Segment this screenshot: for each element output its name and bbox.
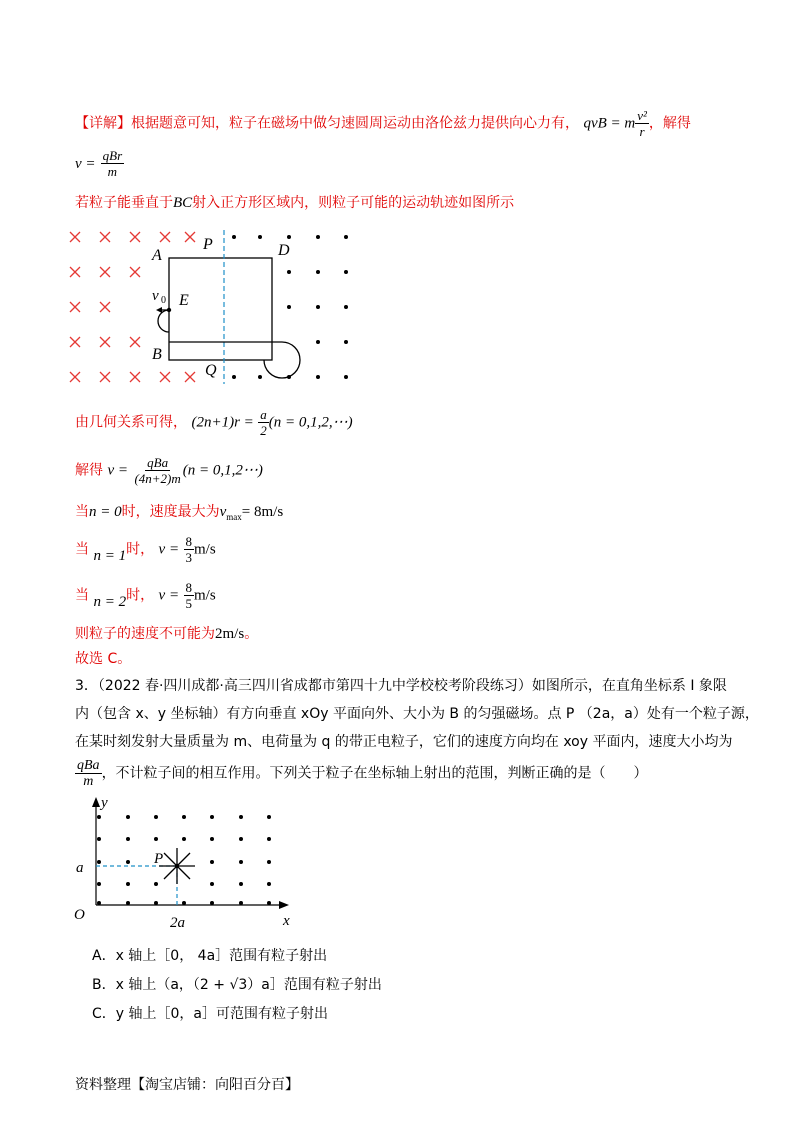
- cross-row-2: [70, 267, 140, 277]
- case2-num: 8: [185, 580, 193, 595]
- solve-pre: 解得: [75, 462, 103, 479]
- figure-coordinate-field: [70, 793, 295, 935]
- footer-text: 资料整理【淘宝店铺：向阳百分百】: [75, 1077, 299, 1093]
- case2-pre: 当: [75, 587, 89, 604]
- explain-label: 【详解】: [75, 115, 131, 132]
- conclusion-line: [75, 623, 258, 643]
- label-point-p: P: [154, 851, 164, 867]
- label-b: B: [152, 346, 162, 363]
- label-a: A: [152, 247, 162, 264]
- velocity-den: m: [107, 164, 118, 179]
- geom-pre: 由几何关系可得，: [75, 414, 187, 431]
- label-origin: O: [74, 907, 85, 923]
- label-v0: v: [152, 288, 159, 304]
- case1-pre: 当: [75, 541, 89, 558]
- q3-line1: 3．（2022 春·四川成都·高三四川省成都市第四十九中学校校考阶段练习）如图所示，在直角坐标系 I 象限: [75, 678, 727, 694]
- concl-pre: 则粒子的速度不可能为: [75, 626, 215, 642]
- case0-line: [75, 501, 283, 522]
- square-region: [169, 258, 272, 360]
- case0-mid: 时，速度最大为: [121, 504, 220, 520]
- q3-line3: 在某时刻发射大量质量为 m、电荷量为 q 的带正电粒子，它们的速度方向均在 xoy 平面内，速度大小均为: [75, 734, 733, 750]
- case1-mid: 时，: [126, 541, 155, 558]
- cross-row-1: [70, 232, 195, 242]
- para1-pre: 若粒子能垂直于: [75, 195, 173, 211]
- case1-n: n = 1: [93, 547, 127, 564]
- point-p: [175, 864, 179, 868]
- solve-lhs: v =: [107, 462, 128, 479]
- lorentz-fraction-num: v²: [637, 108, 647, 123]
- case1-num: 8: [185, 534, 193, 549]
- velocity-lhs: v =: [75, 156, 96, 172]
- figure-square-field: [60, 222, 360, 394]
- case1-lhs: v =: [158, 541, 180, 558]
- case1-unit: m/s: [194, 541, 216, 558]
- label-q: Q: [205, 362, 217, 379]
- q3-line2: 内（包含 x、y 坐标轴）有方向垂直 xOy 平面向外、大小为 B 的匀强磁场。点 P （2a，a）处有一个粒子源，: [75, 706, 759, 722]
- q3-line4: [75, 758, 648, 789]
- para1-bc: BC: [173, 195, 193, 211]
- left-trajectory: [158, 310, 169, 332]
- q3-fraction: [75, 758, 102, 789]
- concl-post: 。: [244, 626, 259, 642]
- geom-line: [75, 407, 353, 438]
- case0-pre: 当: [75, 504, 89, 520]
- case2-line: [75, 580, 216, 611]
- option-a: A．x 轴上［0， 4a］范围有粒子射出: [92, 948, 328, 964]
- v0-arrowhead: [156, 307, 162, 313]
- label-a-tick: a: [76, 860, 84, 876]
- cross-row-5: [70, 372, 195, 382]
- solve-cond: (n = 0,1,2⋯): [182, 462, 263, 479]
- explain-suffix: ，解得: [648, 115, 691, 132]
- label-v0-sub: 0: [161, 295, 166, 306]
- y-axis-arrow: [92, 797, 100, 807]
- label-d: D: [278, 242, 290, 259]
- label-2a-tick: 2a: [170, 915, 185, 931]
- case0-vmax-sub: max: [226, 511, 242, 522]
- point-e: [167, 308, 171, 312]
- option-c: C．y 轴上［0，a］可范围有粒子射出: [92, 1006, 328, 1022]
- dot-field: [232, 235, 348, 379]
- case1-den: 3: [185, 550, 193, 565]
- velocity-fraction: [101, 148, 125, 179]
- q3-frac-num: qBa: [77, 758, 100, 773]
- solve-fraction: [132, 455, 182, 486]
- case2-lhs: v =: [158, 587, 180, 604]
- case2-mid: 时，: [126, 587, 155, 604]
- case1-line: [75, 534, 216, 565]
- cross-row-4: [70, 337, 140, 347]
- q3-frac-den: m: [83, 774, 94, 789]
- geom-den: 2: [260, 423, 267, 438]
- x-axis-arrow: [279, 901, 289, 909]
- geom-num: a: [260, 407, 267, 422]
- lorentz-fraction-den: r: [639, 124, 645, 139]
- solve-den: (4n+2)m: [134, 471, 181, 486]
- case2-n: n = 2: [93, 593, 127, 610]
- case0-val: = 8m/s: [241, 504, 284, 520]
- case0-n: n = 0: [89, 504, 122, 520]
- para1-post: 射入正方形区域内，则粒子可能的运动轨迹如图所示: [192, 195, 515, 211]
- para1: [75, 192, 514, 212]
- geom-fraction: [258, 407, 269, 438]
- lorentz-fraction: [635, 108, 649, 139]
- case2-unit: m/s: [194, 587, 216, 604]
- cross-row-3: [70, 302, 110, 312]
- explain-line: [75, 108, 691, 139]
- axis-label-x: x: [283, 913, 290, 929]
- answer-line: 故选 C。: [75, 651, 132, 667]
- explain-text: 根据题意可知，粒子在磁场中做匀速圆周运动由洛伦兹力提供向心力有，: [131, 115, 579, 132]
- case2-den: 5: [185, 596, 193, 611]
- lorentz-formula-lhs: qvB = m: [583, 115, 636, 132]
- solve-line: [75, 455, 263, 486]
- concl-val: 2m/s: [215, 626, 245, 642]
- case2-fraction: [184, 580, 195, 611]
- velocity-num: qBr: [102, 148, 123, 163]
- label-e: E: [179, 292, 189, 309]
- label-p: P: [203, 236, 213, 253]
- case0-vmax: v: [219, 504, 227, 520]
- axis-label-y: y: [101, 795, 108, 811]
- case1-fraction: [184, 534, 195, 565]
- option-b: B．x 轴上（a，（2 + √3）a］范围有粒子射出: [92, 977, 382, 993]
- velocity-formula: [75, 148, 124, 179]
- field-dots: [97, 815, 271, 905]
- q3-line4-text: ，不计粒子间的相互作用。下列关于粒子在坐标轴上射出的范围，判断正确的是（ ）: [101, 765, 648, 782]
- geom-lhs: (2n+1)r =: [191, 414, 254, 431]
- geom-cond: (n = 0,1,2,⋯): [268, 414, 353, 431]
- solve-num: qBa: [147, 455, 169, 470]
